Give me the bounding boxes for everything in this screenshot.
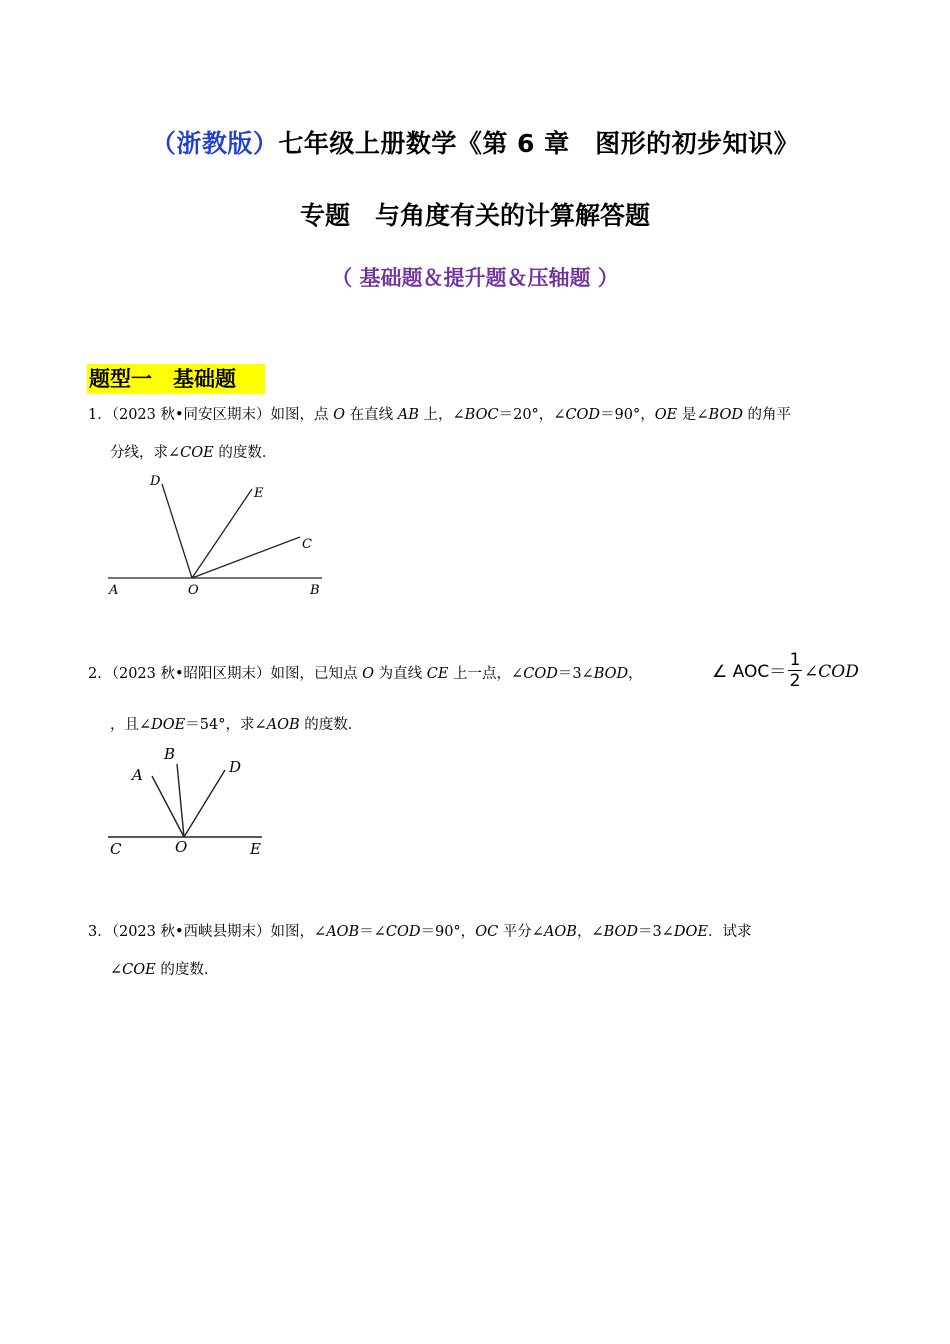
label-a: A xyxy=(132,766,143,784)
text: ＝54°，求∠ xyxy=(185,717,267,733)
text: ＝3∠ xyxy=(557,666,594,682)
var: COE xyxy=(180,445,214,461)
var: COD xyxy=(818,662,859,682)
text: 是∠ xyxy=(677,407,709,423)
label-b: B xyxy=(310,583,320,598)
formula-cod xyxy=(804,662,859,682)
var: CE xyxy=(426,666,449,682)
text: 在直线 xyxy=(345,407,398,423)
question-number: 3． xyxy=(88,924,112,940)
var: DOE xyxy=(151,717,186,733)
formula-aoc: ∠ AOC＝ xyxy=(712,662,787,682)
question-1-line-2 xyxy=(110,443,276,463)
label-c: C xyxy=(302,537,312,552)
text: ＝90°， xyxy=(600,407,655,423)
question-1-figure xyxy=(100,470,340,605)
question-1-line-1 xyxy=(88,405,791,425)
text: ．试求 xyxy=(708,924,752,940)
var: AOB xyxy=(326,924,360,940)
text: 的度数． xyxy=(155,962,219,978)
difficulty-levels: （ 基础题＆提升题＆压轴题 ） xyxy=(331,266,619,290)
question-number: 2． xyxy=(88,666,112,682)
text: 上一点，∠ xyxy=(448,666,524,682)
text: 的度数． xyxy=(299,717,363,733)
label-o: O xyxy=(175,838,188,856)
question-2-line-1 xyxy=(88,664,643,684)
document-title xyxy=(0,124,950,160)
label-e: E xyxy=(250,840,261,858)
var: COD xyxy=(385,924,421,940)
text: ∠ xyxy=(110,962,123,978)
question-3-line-2 xyxy=(110,960,218,980)
question-3-line-1 xyxy=(88,922,752,942)
document-subtitle: 专题 与角度有关的计算解答题 xyxy=(299,201,650,230)
var: COD xyxy=(565,407,601,423)
var: OE xyxy=(654,407,678,423)
fraction-denominator: 2 xyxy=(789,671,801,691)
text: 如图，点 xyxy=(270,407,334,423)
text: 的度数． xyxy=(213,445,277,461)
ray-oe xyxy=(192,489,252,578)
label-e: E xyxy=(254,486,264,501)
text: 上，∠ xyxy=(418,407,465,423)
question-number: 1． xyxy=(88,407,112,423)
text: 平分∠ xyxy=(498,924,544,940)
var: DOE xyxy=(673,924,709,940)
text: ， xyxy=(628,666,643,682)
var: OC xyxy=(475,924,499,940)
publisher-label: （浙教版） xyxy=(150,129,279,158)
fraction-one-half xyxy=(788,650,802,691)
fraction-numerator: 1 xyxy=(789,650,801,670)
text: 的角平 xyxy=(742,407,792,423)
label-c: C xyxy=(110,840,122,858)
var: O xyxy=(333,407,346,423)
var: O xyxy=(362,666,375,682)
question-source: （2023 秋•同安区期末） xyxy=(111,407,271,423)
title-main: 七年级上册数学《第 6 章 图形的初步知识》 xyxy=(278,129,800,158)
var: AOB xyxy=(543,924,577,940)
text: ＝90°， xyxy=(420,924,476,940)
ray-oc xyxy=(192,537,300,578)
text: ＝3∠ xyxy=(638,924,674,940)
text: 分线，求∠ xyxy=(110,445,181,461)
var: BOD xyxy=(708,407,743,423)
section-heading: 题型一 基础题 xyxy=(87,364,265,394)
text: ，且∠ xyxy=(110,717,152,733)
text: 如图，已知点 xyxy=(270,666,363,682)
text: 为直线 xyxy=(374,666,427,682)
question-source: （2023 秋•昭阳区期末） xyxy=(111,666,271,682)
angle-symbol: ∠ xyxy=(804,662,819,682)
text: ＝20°，∠ xyxy=(498,407,566,423)
ray-od xyxy=(162,484,192,578)
question-source: （2023 秋•西峡县期末） xyxy=(111,924,271,940)
var: BOC xyxy=(464,407,499,423)
text: ＝∠ xyxy=(359,924,386,940)
question-2-line-2 xyxy=(110,715,362,735)
var: BOD xyxy=(593,666,629,682)
ray-od xyxy=(184,770,225,837)
question-2-figure xyxy=(100,740,280,862)
var: AOB xyxy=(266,717,300,733)
text: 如图，∠ xyxy=(270,924,327,940)
label-b: B xyxy=(164,745,176,763)
label-d: D xyxy=(229,758,242,776)
var: COE xyxy=(122,962,156,978)
label-o: O xyxy=(188,583,199,598)
label-a: A xyxy=(109,583,119,598)
var: AB xyxy=(397,407,419,423)
label-d: D xyxy=(150,474,161,489)
text: ，∠ xyxy=(576,924,604,940)
var: COD xyxy=(523,666,558,682)
var: BOD xyxy=(603,924,639,940)
